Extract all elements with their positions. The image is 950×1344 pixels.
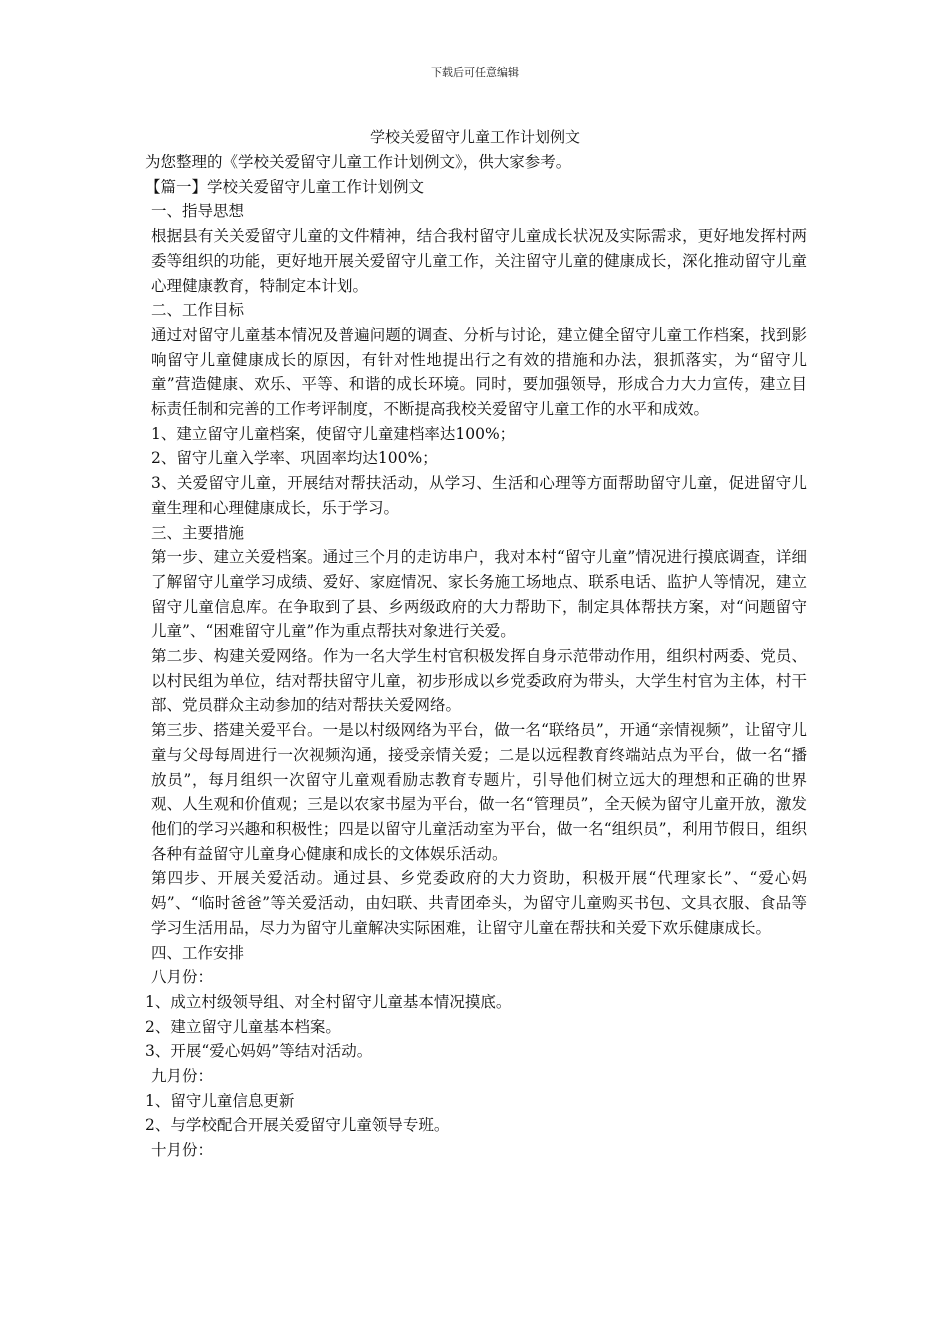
september-item-1: 1、留守儿童信息更新	[145, 1091, 295, 1110]
measure-step-3: 第三步、搭建关爱平台。一是以村级网络为平台，做一名“联络员”，开通“亲情视频”，让留守儿童与父母每周进行一次视频沟通，接受亲情关爱；二是以远程教育终端站点为平台，做一名“播放员”，每月组织一次留守儿童观看励志教育专题片，引导他们树立远大的理想和正确的世界观、人生观和价值观；三是以农家书屋为平台，做一名“管理员”，全天候为留守儿童开放，激发他们的学习兴趣和积极性；四是以留守儿童活动室为平台，做一名“组织员”，利用节假日，组织各种有益留守儿童身心健康和成长的文体娱乐活动。	[151, 721, 807, 863]
paragraph-guiding-ideology: 根据县有关关爱留守儿童的文件精神，结合我村留守儿童成长状况及实际需求，更好地发挥村两委等组织的功能，更好地开展关爱留守儿童工作，关注留守儿童的健康成长，深化推动留守儿童心理健康教育，特制定本计划。	[151, 227, 807, 295]
heading-work-schedule: 四、工作安排	[151, 943, 245, 962]
measure-step-2: 第二步、构建关爱网络。作为一名大学生村官积极发挥自身示范带动作用，组织村两委、党员、以村民组为单位，结对帮扶留守儿童，初步形成以乡党委政府为带头，大学生村官为主体，村干部、党员群众主动参加的结对帮扶关爱网络。	[151, 647, 807, 715]
heading-work-goals: 二、工作目标	[151, 301, 245, 320]
schedule-month-october: 十月份：	[151, 1141, 214, 1160]
schedule-month-september: 九月份：	[151, 1067, 214, 1086]
heading-guiding-ideology: 一、指导思想	[151, 202, 245, 221]
goal-item-2: 2、留守儿童入学率、巩固率均达100%；	[151, 449, 438, 468]
august-item-2: 2、建立留守儿童基本档案。	[145, 1017, 341, 1036]
august-item-3: 3、开展“爱心妈妈”等结对活动。	[145, 1042, 373, 1061]
measure-step-1: 第一步、建立关爱档案。通过三个月的走访串户，我对本村“留守儿童”情况进行摸底调查，详细了解留守儿童学习成绩、爱好、家庭情况、家长务施工场地点、联系电话、监护人等情况，建立留守儿童信息库。在争取到了县、乡两级政府的大力帮助下，制定具体帮扶方案，对“问题留守儿童”、“困难留守儿童”作为重点帮扶对象进行关爱。	[151, 548, 807, 641]
section-heading-part-one: 【篇一】学校关爱留守儿童工作计划例文	[145, 177, 425, 196]
document-title: 学校关爱留守儿童工作计划例文	[369, 128, 580, 146]
august-item-1: 1、成立村级领导组、对全村留守儿童基本情况摸底。	[145, 992, 512, 1011]
september-item-2: 2、与学校配合开展关爱留守儿童领导专班。	[145, 1116, 450, 1135]
goal-item-1: 1、建立留守儿童档案，使留守儿童建档率达100%；	[151, 424, 516, 443]
goal-item-3: 3、关爱留守儿童，开展结对帮扶活动，从学习、生活和心理等方面帮助留守儿童，促进留守儿童生理和心理健康成长，乐于学习。	[151, 474, 807, 517]
heading-main-measures: 三、主要措施	[151, 523, 245, 542]
document-body	[145, 150, 807, 1163]
intro-paragraph: 为您整理的《学校关爱留守儿童工作计划例文》，供大家参考。	[145, 153, 572, 171]
header-note: 下载后可任意编辑	[431, 66, 519, 79]
paragraph-work-goals: 通过对留守儿童基本情况及普遍问题的调查、分析与讨论，建立健全留守儿童工作档案，找到影响留守儿童健康成长的原因，有针对性地提出行之有效的措施和办法，狠抓落实，为“留守儿童”营造健康、欢乐、平等、和谐的成长环境。同时，要加强领导，形成合力大力宣传，建立目标责任制和完善的工作考评制度，不断提高我校关爱留守儿童工作的水平和成效。	[151, 325, 807, 419]
measure-step-4: 第四步、开展关爱活动。通过县、乡党委政府的大力资助，积极开展“代理家长”、“爱心妈妈”、“临时爸爸”等关爱活动，由妇联、共青团牵头，为留守儿童购买书包、文具衣服、食品等学习生活用品，尽力为留守儿童解决实际困难，让留守儿童在帮扶和关爱下欢乐健康成长。	[151, 869, 807, 937]
schedule-month-august: 八月份：	[151, 968, 214, 987]
